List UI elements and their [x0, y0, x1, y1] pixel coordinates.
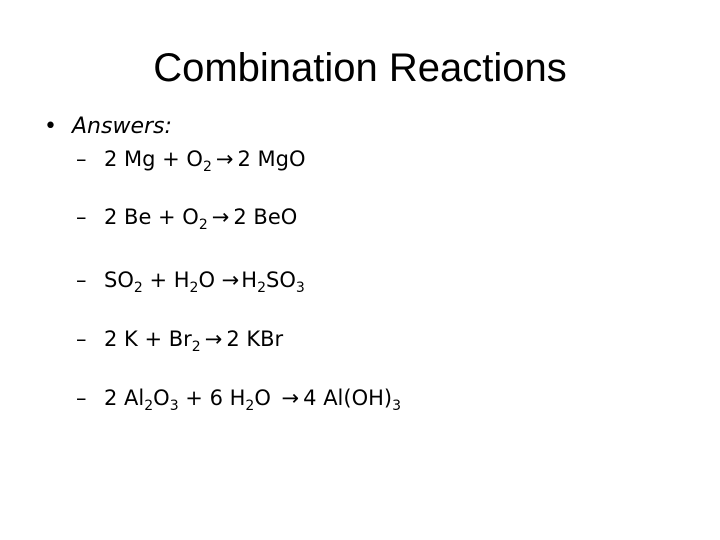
- subscript: 3: [169, 398, 179, 414]
- subscript: 3: [295, 280, 305, 296]
- formula-text: O: [254, 386, 278, 410]
- subscript: 2: [191, 339, 201, 355]
- formula-text: 2 Mg + O: [104, 147, 203, 171]
- arrow-icon: →: [281, 386, 300, 410]
- dash-marker: –: [76, 327, 87, 351]
- formula-text: + H: [142, 268, 190, 292]
- answers-bullet: [44, 112, 172, 142]
- subscript: 2: [257, 280, 266, 296]
- formula-text: O: [198, 268, 222, 292]
- formula-text: 4 Al(OH): [303, 386, 393, 410]
- formula-text: H: [241, 268, 258, 292]
- formula-text: 2 K + Br: [104, 327, 192, 351]
- arrow-icon: →: [211, 205, 230, 229]
- subscript: 2: [245, 398, 255, 414]
- dash-marker: –: [76, 205, 87, 229]
- subscript: 2: [198, 217, 208, 233]
- answer-line-2: [76, 203, 297, 231]
- formula-text: + 6 H: [178, 386, 246, 410]
- formula-text: O: [289, 147, 306, 171]
- bullet-dot-icon: •: [44, 114, 57, 139]
- arrow-icon: →: [204, 327, 223, 351]
- formula-text: 2 Be + O: [104, 205, 199, 229]
- arrow-icon: →: [215, 147, 234, 171]
- dash-marker: –: [76, 147, 87, 171]
- answer-line-3: [76, 266, 305, 294]
- subscript: 2: [202, 159, 212, 175]
- slide-title: Combination Reactions: [153, 46, 567, 90]
- subscript: 3: [392, 398, 402, 414]
- subscript: 2: [144, 398, 154, 414]
- dash-marker: –: [76, 268, 87, 292]
- formula-text: 2 Mg: [237, 147, 289, 171]
- dash-marker: –: [76, 386, 87, 410]
- formula-text: SO: [266, 268, 296, 292]
- arrow-icon: →: [221, 268, 240, 292]
- answers-label: Answers:: [72, 114, 172, 139]
- formula-text: 2 Al: [104, 386, 145, 410]
- answer-line-5: [76, 384, 401, 412]
- formula-text: SO: [104, 268, 134, 292]
- formula-text: 2 BeO: [233, 205, 298, 229]
- subscript: 2: [133, 280, 143, 296]
- formula-text: O: [153, 386, 170, 410]
- answer-line-1: [76, 145, 306, 173]
- answer-line-4: [76, 325, 283, 353]
- subscript: 2: [189, 280, 199, 296]
- formula-text: 2 KBr: [226, 327, 284, 351]
